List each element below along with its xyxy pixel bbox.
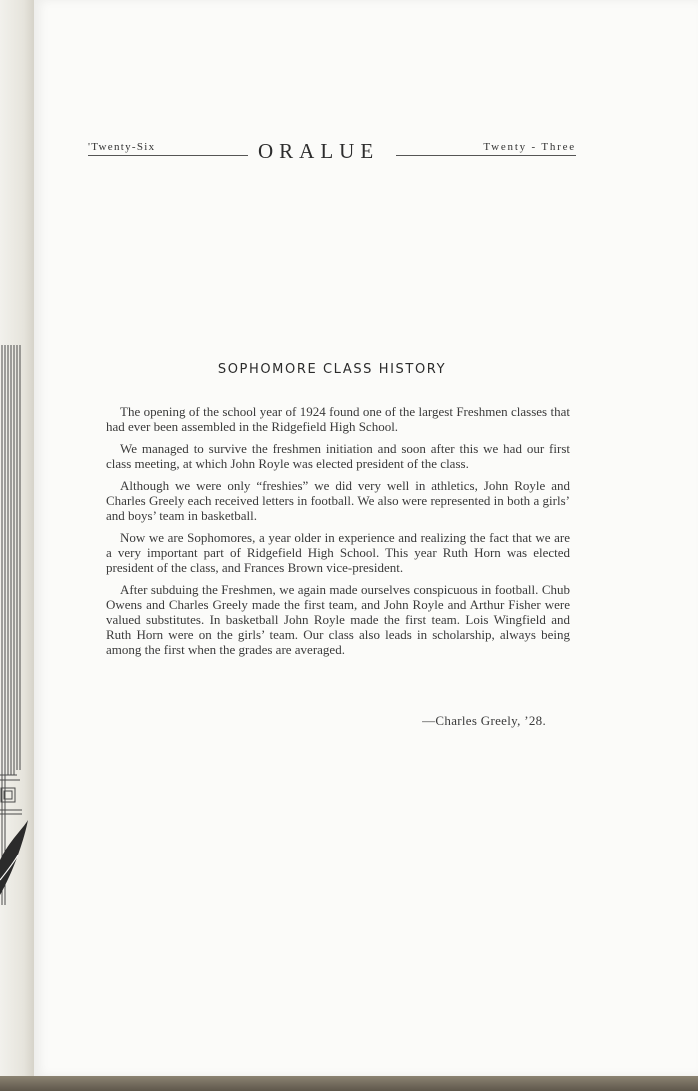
binding-margin [0, 0, 34, 1076]
paragraph: The opening of the school year of 1924 found one of the largest Freshmen classes that had ever been assembled in the Ridgefield High School. [106, 404, 570, 434]
scan-edge [0, 1076, 698, 1091]
paragraph: After subduing the Freshmen, we again made ourselves conspicuous in football. Chub Owens and Charles Greely made the first team, and John Royle and Arthur Fisher were valued substitutes. In basketball John Royle made the first team. Lois Wingfield and Ruth Horn were on the girls’ team. Our class also leads in scholarship, always being among the first when the grades are averaged. [106, 582, 570, 657]
author-signature: —Charles Greely, ’28. [422, 713, 546, 728]
header-left-text: 'Twenty-Six [88, 141, 248, 156]
running-header [88, 138, 576, 164]
article-body [106, 404, 570, 664]
ornamental-border-decoration [0, 0, 34, 1076]
paragraph: We managed to survive the freshmen initiation and soon after this we had our first class meeting, at which John Royle was elected president of the class. [106, 441, 570, 471]
header-title: ORALUE [258, 139, 380, 163]
paragraph: Now we are Sophomores, a year older in experience and realizing the fact that we are a very important part of Ridgefield High School. This year Ruth Horn was elected president of the class, and Frances Brown vice-president. [106, 530, 570, 575]
page-title: SOPHOMORE CLASS HISTORY [217, 362, 447, 377]
header-right-text: Twenty - Three [396, 141, 576, 156]
paragraph: Although we were only “freshies” we did very well in athletics, John Royle and Charles Greely each received letters in football. We also were represented in both a girls’ and boys’ team in basketball. [106, 478, 570, 523]
